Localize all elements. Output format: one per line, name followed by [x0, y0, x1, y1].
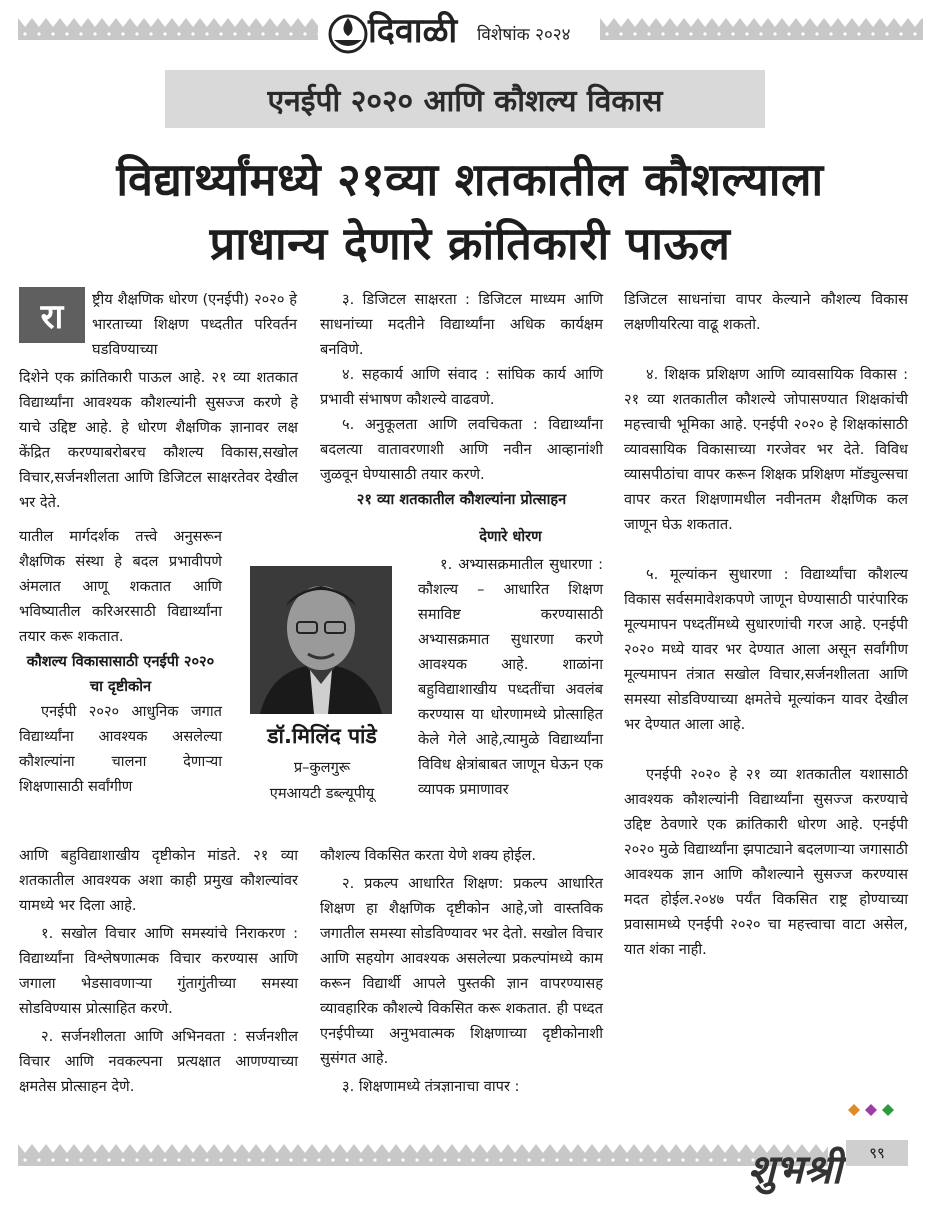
diya-lamp-icon — [328, 10, 368, 58]
col1-paragraph: दिशेने एक क्रांतिकारी पाऊल आहे. २१ व्या शतकात विद्यार्थ्यांना आवश्यक कौशल्यांनी सुसज्ज करणे हे याचे उद्दिष्ट आहे. हे धोरण शैक्षणिक ज्ञानावर लक्ष केंद्रित करण्याबरोबरच कौशल्य विकास,सखोल विचार,सर्जनशीलता आणि डिजिटल साक्षरतेवर देखील भर देते. — [19, 369, 298, 511]
col1-paragraph: एनईपी २०२० आधुनिक जगात विद्यार्थ्यांना आवश्यक असलेल्या कौशल्यांना चालना देणाऱ्या शिक्षणासाठी सर्वांगीण — [19, 703, 222, 795]
col2-section-heading-cont: देणारे धोरण — [479, 528, 542, 545]
col3 — [624, 287, 908, 962]
headline-line-2: प्राधान्य देणारे क्रांतिकारी पाऊल — [209, 217, 731, 270]
col1-paragraph: यातील मार्गदर्शक तत्त्वे अनुसरून शैक्षणिक संस्था हे बदल प्रभावीपणे अंमलात आणू शकतात आणि भविष्यातील करिअरसाठी विद्यार्थ्यांना तयार करू शकतात. — [19, 528, 222, 645]
col2-paragraph: कौशल्य विकसित करता येणे शक्य होईल. — [320, 847, 537, 864]
col2-list-item: ३. शिक्षणामध्ये तंत्रज्ञानाचा वापर : — [342, 1078, 520, 1095]
headline-line-1: विद्यार्थ्यांमध्ये २१व्या शतकातील कौशल्याला — [116, 153, 824, 206]
col1-lower — [19, 843, 298, 1099]
col2-lower — [320, 843, 603, 1099]
issue-label: विशेषांक २०२४ — [477, 25, 571, 45]
col2-list-item: ४. सहकार्य आणि संवाद : सांघिक कार्य आणि प्रभावी संभाषण कौशल्ये वाढवणे. — [320, 366, 603, 408]
col3-paragraph: एनईपी २०२० हे २१ व्या शतकातील यशासाठी आवश्यक कौशल्यांनी विद्यार्थ्यांना सुसज्ज करण्याचे उद्दिष्ट ठेवणारे एक क्रांतिकारी धोरण आहे. एनईपी २०२० मुळे विद्यार्थ्यांना झपाट्याने बदलणाऱ्या जगासाठी आवश्यक ज्ञान आणि कौशल्याने सुसज्ज करण्यास मदत होईल.२०४७ पर्यंत विकसित राष्ट्र होण्याच्या प्रवासामध्ये एनईपी २०२० चा महत्त्वाचा वाटा असेल, यात शंका नाही. — [624, 766, 908, 958]
magazine-title: दिवाळी — [368, 11, 458, 51]
author-institution: एमआयटी डब्ल्यूपीयू — [269, 785, 375, 802]
col3-list-item: ४. शिक्षक प्रशिक्षण आणि व्यावसायिक विकास : २१ व्या शतकातील कौशल्ये जोपासण्यात शिक्षकांची महत्त्वाची भूमिका आहे. एनईपी २०२० हे शिक्षकांसाठी व्यावसायिक विकासाच्या गरजेवर भर देते. विविध व्यासपीठांचा वापर करून शिक्षक प्रशिक्षण मॉड्युल्सचा वापर करत शिक्षणामधील नवीनतम शैक्षणिक कल जाणून घेऊ शकतात. — [624, 366, 908, 533]
footer-border — [18, 1144, 828, 1166]
page-number: ९९ — [846, 1140, 908, 1166]
author-role: प्र–कुलगुरू — [293, 759, 351, 776]
col1-list-item: २. सर्जनशीलता आणि अभिनवता : सर्जनशील विचार आणि नवकल्पना प्रत्यक्षात आणण्याच्या क्षमतेस प्रोत्साहन देणे. — [19, 1028, 298, 1095]
topic-title: एनईपी २०२० आणि कौशल्य विकास — [267, 83, 663, 119]
author-photo — [250, 566, 392, 714]
col3-list-item: ५. मूल्यांकन सुधारणा : विद्यार्थ्यांचा कौशल्य विकास सर्वसमावेशकपणे जाणून घेण्यासाठी पारंपारिक मूल्यमापन पध्दतींमध्ये सुधारणांची गरज आहे. एनईपी २०२० मध्ये यावर भर देण्यात आला असून सर्वांगीण मूल्यमापन तंत्रात सखोल विचार,सर्जनशीलता आणि समस्या सोडविण्याच्या क्षमतेचे मूल्यांकन यावर देखील भर देण्यात आला आहे. — [624, 566, 908, 733]
col1-list-item: १. सखोल विचार आणि समस्यांचे निराकरण : विद्यार्थ्यांना विश्लेषणात्मक विचार करण्यास आणि जगाला भेडसावणाऱ्या गुंतागुंतीच्या समस्या सोडविण्यास प्रोत्साहित करणे. — [19, 925, 298, 1017]
col2-section-heading: २१ व्या शतकातील कौशल्यांना प्रोत्साहन — [356, 491, 567, 508]
col2-list-item: ३. डिजिटल साक्षरता : डिजिटल माध्यम आणि साधनांच्या मदतीने विद्यार्थ्यांना अधिक कार्यक्षम बनविणे. — [320, 291, 603, 358]
topic-banner — [165, 70, 765, 128]
col1-section-heading: कौशल्य विकासासाठी एनईपी २०२० चा दृष्टीकोन — [26, 653, 215, 695]
col1-intro-top — [92, 287, 297, 362]
col3-paragraph: डिजिटल साधनांचा वापर केल्याने कौशल्य विकास लक्षणीयरित्या वाढू शकतो. — [624, 291, 908, 333]
col2-list-item: १. अभ्यासक्रमातील सुधारणा : कौशल्य – आधारित शिक्षण समाविष्ट करण्यासाठी अभ्यासक्रमात सुधारणा करणे आवश्यक आहे. शाळांना बहुविद्याशाखीय पध्दतींचा अवलंब करण्यास या धोरणामध्ये प्रोत्साहित केले गेले आहे,त्यामुळे विद्यार्थ्यांना विविध क्षेत्रांबाबत जाणून घेऊन एक व्यापक प्रमाणावर — [418, 556, 603, 798]
diamond-green-icon — [882, 1104, 894, 1116]
col2-list-item: ५. अनुकूलता आणि लवचिकता : विद्यार्थ्यांना बदलत्या वातावरणाशी आणि नवीन आव्हानांशी जुळवून घेण्यासाठी तयार करणे. — [320, 416, 603, 483]
brand-logo: शुभश्री — [748, 1147, 842, 1193]
header-border-right — [600, 18, 923, 40]
header-border-left — [18, 18, 318, 40]
author-name: डॉ.मिलिंद पांडे — [267, 724, 377, 748]
col2-narrow — [418, 524, 603, 802]
col1-narrow — [19, 524, 222, 799]
col2-list-item: २. प्रकल्प आधारित शिक्षण: प्रकल्प आधारित शिक्षण हा शैक्षणिक दृष्टीकोन आहे,जो वास्तविक जगातील समस्या सोडविण्यावर भर देतो. सखोल विचार आणि सहयोग आवश्यक असलेल्या प्रकल्पांमध्ये काम करून विद्यार्थी आपले पुस्तकी ज्ञान वापरण्यासह व्यावहारिक कौशल्ये विकसित करू शकतात. ही पध्दत एनईपीच्या अनुभवात्मक शिक्षणाच्या दृष्टीकोनाशी सुसंगत आहे. — [320, 875, 603, 1067]
col1-paragraph: ष्ट्रीय शैक्षणिक धोरण (एनईपी) २०२० हे भारताच्या शिक्षण पध्दतीत परिवर्तन घडविण्याच्या — [92, 291, 297, 358]
col1-intro-mid — [19, 365, 298, 515]
col2-top — [320, 287, 603, 512]
col1-paragraph: आणि बहुविद्याशाखीय दृष्टीकोन मांडते. २१ व्या शतकातील आवश्यक अशा काही प्रमुख कौशल्यांवर यामध्ये भर दिला आहे. — [19, 847, 298, 914]
drop-cap: रा — [19, 287, 85, 343]
decorative-diamonds — [847, 1102, 895, 1121]
diamond-orange-icon — [848, 1104, 860, 1116]
diamond-purple-icon — [865, 1104, 877, 1116]
